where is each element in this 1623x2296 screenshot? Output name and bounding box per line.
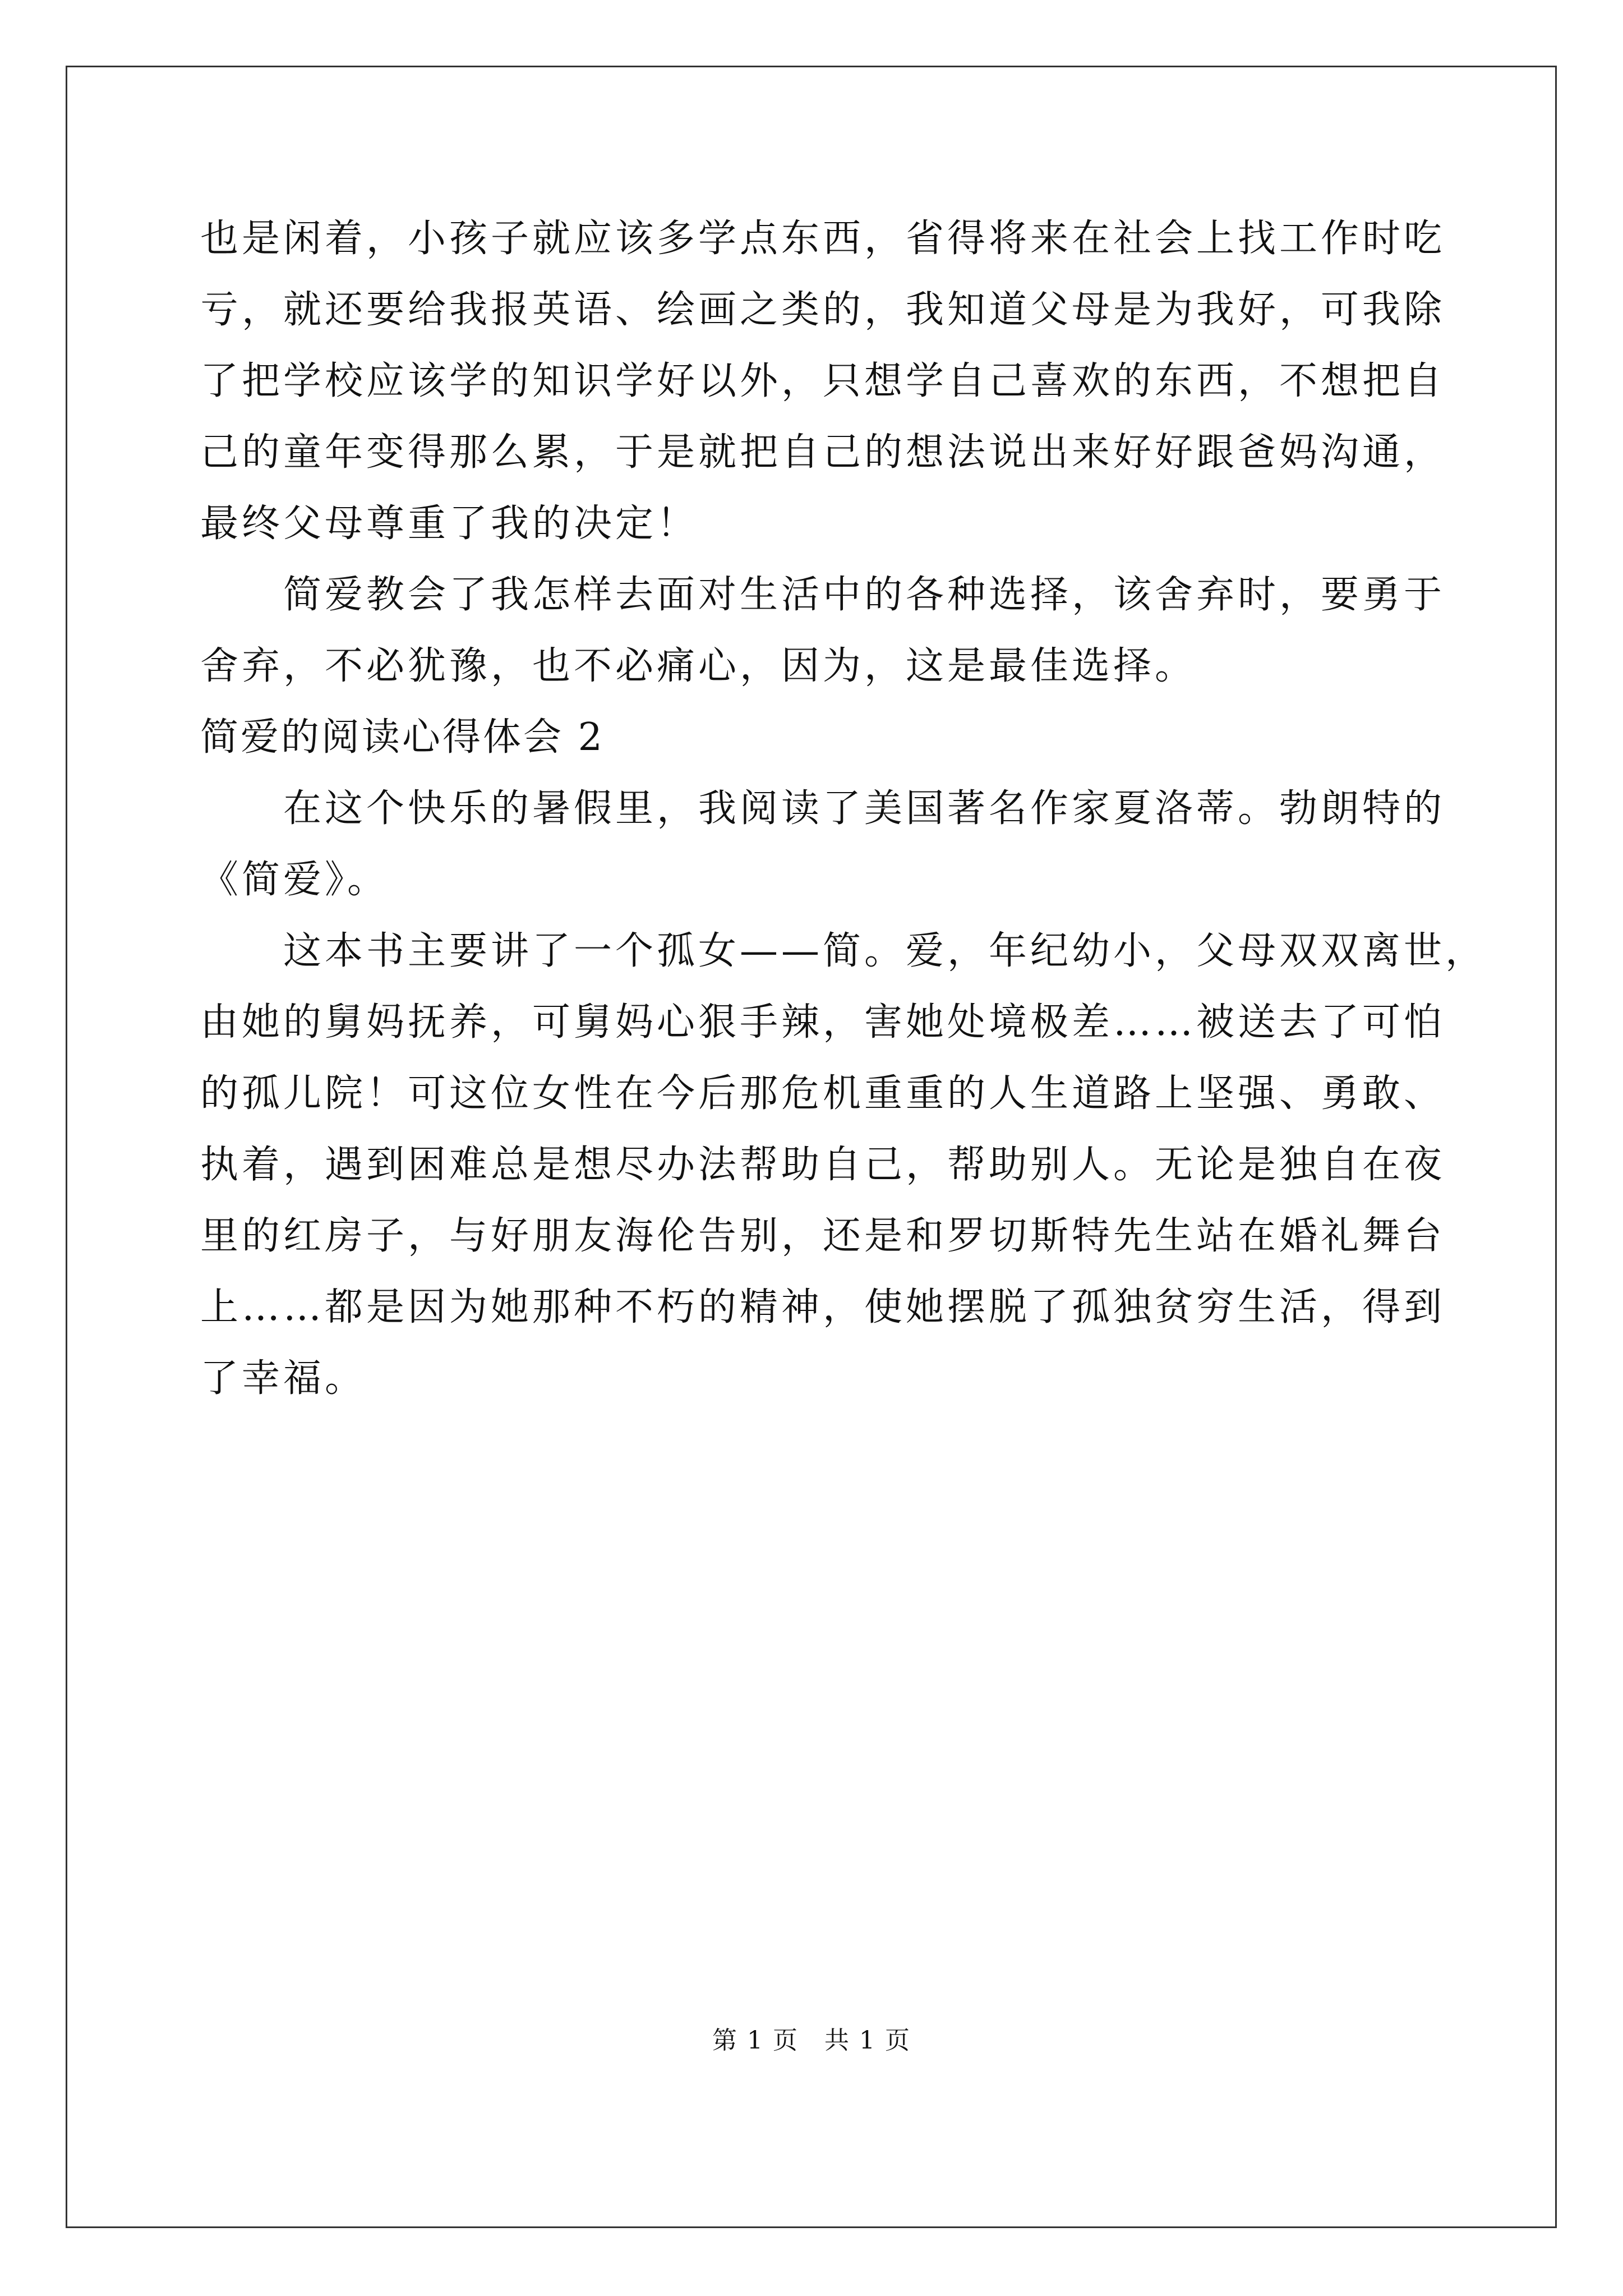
paragraph-line: 最终父母尊重了我的决定！ bbox=[200, 501, 699, 546]
paragraph-line: 《简爱》。 bbox=[200, 858, 389, 902]
paragraph-line: 由她的舅妈抚养，可舅妈心狠手辣，害她处境极差……被送去了可怕 bbox=[200, 1000, 1446, 1045]
paragraph-line: 舍弃，不必犹豫，也不必痛心，因为，这是最佳选择。 bbox=[200, 644, 1197, 688]
paragraph-line: 里的红房子，与好朋友海伦告别，还是和罗切斯特先生站在婚礼舞台 bbox=[200, 1214, 1446, 1258]
paragraph-line: 简爱教会了我怎样去面对生活中的各种选择，该舍弃时，要勇于 bbox=[283, 573, 1446, 617]
paragraph-line: 执着，遇到困难总是想尽办法帮助自己，帮助别人。无论是独自在夜 bbox=[200, 1143, 1446, 1187]
paragraph-line: 己的童年变得那么累，于是就把自己的想法说出来好好跟爸妈沟通， bbox=[200, 430, 1446, 475]
paragraph-line: 上……都是因为她那种不朽的精神，使她摆脱了孤独贫穷生活，得到 bbox=[200, 1285, 1446, 1329]
paragraph-line: 亏，就还要给我报英语、绘画之类的，我知道父母是为我好，可我除 bbox=[200, 288, 1446, 332]
paragraph-line: 了把学校应该学的知识学好以外，只想学自己喜欢的东西，不想把自 bbox=[200, 359, 1446, 403]
page-footer: 第 1 页 共 1 页 bbox=[712, 2026, 911, 2055]
paragraph-line: 了幸福。 bbox=[200, 1356, 367, 1401]
paragraph-line: 这本书主要讲了一个孤女——简。爱，年纪幼小，父母双双离世， bbox=[283, 929, 1487, 973]
paragraph-line: 也是闲着，小孩子就应该多学点东西，省得将来在社会上找工作时吃 bbox=[200, 217, 1446, 261]
section-heading: 简爱的阅读心得体会 2 bbox=[200, 715, 605, 760]
paragraph-line: 的孤儿院！可这位女性在今后那危机重重的人生道路上坚强、勇敢、 bbox=[200, 1071, 1446, 1116]
paragraph-line: 在这个快乐的暑假里，我阅读了美国著名作家夏洛蒂。勃朗特的 bbox=[283, 786, 1446, 831]
